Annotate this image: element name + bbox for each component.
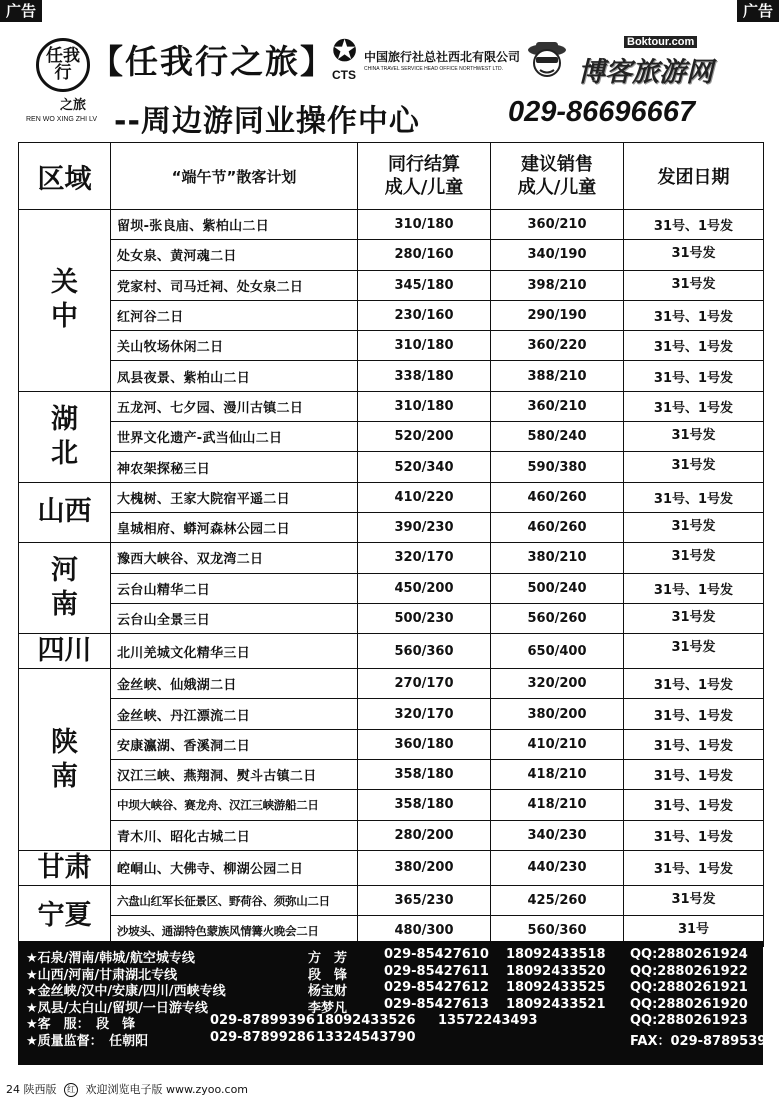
route-cell: 留坝-张良庙、紫柏山二日 (111, 210, 358, 240)
departure-date-cell: 31号发 (624, 452, 764, 482)
contact-name: 李梦凡 (308, 1000, 348, 1016)
route-cell: 青木川、昭化古城二日 (111, 820, 358, 850)
region-char: 北 (51, 437, 78, 469)
contact-phone: 029-85427613 (384, 996, 489, 1012)
header-peer-line1: 同行结算 (388, 154, 460, 175)
seal-icon: 红 (64, 1083, 78, 1097)
retail-price-cell: 360/220 (491, 331, 624, 361)
contact-qq: QQ:2880261920 (630, 996, 748, 1012)
route-cell: 崆峒山、大佛寺、柳湖公园二日 (111, 850, 358, 885)
site-link[interactable]: www.zyoo.com (166, 1083, 249, 1096)
peer-price-cell: 310/180 (358, 331, 491, 361)
route-cell: 关山牧场休闲二日 (111, 331, 358, 361)
region-char: 宁夏 (37, 899, 92, 931)
table-row (19, 573, 764, 603)
peer-price-cell: 345/180 (358, 270, 491, 300)
region-char: 南 (51, 760, 78, 792)
peer-price-cell: 560/360 (358, 634, 491, 669)
region-char: 中 (51, 301, 78, 333)
table-row (19, 850, 764, 885)
table-row (19, 699, 764, 729)
departure-date-cell: 31号发 (624, 512, 764, 542)
hotline-number: 029-86696667 (508, 96, 696, 128)
brand-name: 【任我行之旅】 (90, 42, 335, 81)
retail-price-cell: 380/200 (491, 699, 624, 729)
retail-price-cell: 388/210 (491, 361, 624, 391)
peer-price-cell: 310/180 (358, 210, 491, 240)
contact-phone: 029-85427612 (384, 980, 489, 995)
route-cell: 汉江三峡、燕翔洞、熨斗古镇二日 (111, 760, 358, 790)
contact-line (26, 997, 755, 1014)
route-cell: 中坝大峡谷、赛龙舟、汉江三峡游船二日 (111, 790, 358, 820)
region-cell (19, 482, 111, 543)
region-cell (19, 669, 111, 851)
header-region: 区域 (19, 143, 111, 210)
header-banner (18, 28, 763, 140)
route-cell: 红河谷二日 (111, 300, 358, 330)
region-char: 山西 (37, 496, 92, 528)
region-char: 河 (51, 555, 78, 587)
region-cell (19, 543, 111, 634)
contact-phone: 029-85427610 (384, 947, 489, 962)
retail-price-cell: 360/210 (491, 391, 624, 421)
blog-name: 博客旅游网 (578, 57, 713, 88)
service-mobile: 18092433526 (316, 1013, 416, 1028)
table-row (19, 512, 764, 542)
page-number: 24 (6, 1083, 20, 1096)
route-cell: 五龙河、七夕园、漫川古镇二日 (111, 391, 358, 421)
table-row (19, 603, 764, 633)
route-cell: 云台山全景三日 (111, 603, 358, 633)
region-char: 南 (51, 589, 78, 621)
tagline: --周边游同业操作中心 (114, 104, 420, 139)
table-row (19, 669, 764, 699)
departure-date-cell: 31号、1号发 (624, 210, 764, 240)
table-row (19, 543, 764, 573)
header-retail-price (491, 143, 624, 210)
departure-date-cell: 31号发 (624, 885, 764, 915)
route-cell: 安康瀛湖、香溪洞二日 (111, 729, 358, 759)
ad-label-right: 广告 (737, 0, 779, 22)
retail-price-cell: 460/260 (491, 512, 624, 542)
quality-supervision-line (26, 1029, 776, 1049)
route-cell: 金丝峡、丹江漂流二日 (111, 699, 358, 729)
contact-label: ★山西/河南/甘肃湖北专线 (26, 967, 178, 983)
peer-price-cell: 520/340 (358, 452, 491, 482)
departure-date-cell: 31号、1号发 (624, 729, 764, 759)
departure-date-cell: 31号、1号发 (624, 391, 764, 421)
peer-price-cell: 320/170 (358, 699, 491, 729)
peer-price-cell: 358/180 (358, 760, 491, 790)
departure-date-cell: 31号发 (624, 240, 764, 270)
table-row (19, 820, 764, 850)
retail-price-cell: 440/230 (491, 850, 624, 885)
route-cell: 世界文化遗产-武当仙山二日 (111, 422, 358, 452)
page-footer (0, 1080, 779, 1100)
service-mobile-2: 13572243493 (438, 1013, 538, 1028)
region-cell (19, 850, 111, 885)
cts-name-en: CHINA TRAVEL SERVICE HEAD OFFICE NORTHWEST LTD. (364, 66, 504, 72)
supervision-mobile: 13324543790 (316, 1029, 416, 1045)
retail-price-cell: 590/380 (491, 452, 624, 482)
retail-price-cell: 418/210 (491, 790, 624, 820)
retail-price-cell: 360/210 (491, 210, 624, 240)
peer-price-cell: 380/200 (358, 850, 491, 885)
table-row (19, 760, 764, 790)
region-char: 关 (51, 267, 78, 299)
region-cell (19, 634, 111, 669)
region-cell (19, 210, 111, 392)
departure-date-cell: 31号、1号发 (624, 361, 764, 391)
departure-date-cell: 31号、1号发 (624, 760, 764, 790)
table-row (19, 885, 764, 915)
retail-price-cell: 340/230 (491, 820, 624, 850)
supervision-fax: FAX：029-87895391 (630, 1033, 776, 1049)
retail-price-cell: 560/260 (491, 603, 624, 633)
departure-date-cell: 31号发 (624, 422, 764, 452)
retail-price-cell: 560/360 (491, 916, 624, 946)
header-departure-date: 发团日期 (624, 143, 764, 210)
table-row (19, 240, 764, 270)
cts-abbr: CTS (332, 68, 356, 82)
brand-seal-en: REN WO XING ZHI LV (26, 116, 98, 123)
departure-date-cell: 31号、1号发 (624, 300, 764, 330)
table-row (19, 729, 764, 759)
retail-price-cell: 500/240 (491, 573, 624, 603)
retail-price-cell: 425/260 (491, 885, 624, 915)
retail-price-cell: 410/210 (491, 729, 624, 759)
contact-label: ★石泉/渭南/韩城/航空城专线 (26, 951, 195, 966)
star-icon: ✪ (332, 34, 358, 69)
region-cell (19, 391, 111, 482)
route-cell: 金丝峡、仙娥湖二日 (111, 669, 358, 699)
cts-name: 中国旅行社总社西北有限公司 (364, 50, 521, 64)
peer-price-cell: 320/170 (358, 543, 491, 573)
contact-line (26, 947, 755, 964)
contact-line (26, 980, 755, 997)
departure-date-cell: 31号、1号发 (624, 820, 764, 850)
contact-qq: QQ:2880261924 (630, 947, 748, 962)
supervision-label: ★质量监督： 任朝阳 (26, 1033, 149, 1049)
brand-seal-circle: 任我行 (36, 38, 90, 92)
edition-label: 陕西版 (23, 1083, 57, 1096)
departure-date-cell: 31号 (624, 916, 764, 946)
peer-price-cell: 280/200 (358, 820, 491, 850)
retail-price-cell: 340/190 (491, 240, 624, 270)
route-cell: 凤县夜景、紫柏山二日 (111, 361, 358, 391)
blog-domain: Boktour.com (624, 36, 697, 48)
route-cell: 皇城相府、蟒河森林公园二日 (111, 512, 358, 542)
peer-price-cell: 358/180 (358, 790, 491, 820)
retail-price-cell: 650/400 (491, 634, 624, 669)
route-cell: 沙坡头、通湖特色蒙族风情篝火晚会二日 (111, 916, 358, 946)
retail-price-cell: 460/260 (491, 482, 624, 512)
departure-date-cell: 31号、1号发 (624, 850, 764, 885)
table-row (19, 422, 764, 452)
retail-price-cell: 290/190 (491, 300, 624, 330)
departure-date-cell: 31号、1号发 (624, 669, 764, 699)
blog-logo (520, 32, 750, 90)
cts-logo (330, 36, 520, 86)
peer-price-cell: 500/230 (358, 603, 491, 633)
peer-price-cell: 520/200 (358, 422, 491, 452)
peer-price-cell: 270/170 (358, 669, 491, 699)
table-row (19, 331, 764, 361)
contact-name: 段 锋 (308, 967, 348, 983)
peer-price-cell: 280/160 (358, 240, 491, 270)
region-char: 甘肃 (37, 851, 92, 883)
mascot-icon (526, 38, 568, 80)
peer-price-cell: 230/160 (358, 300, 491, 330)
region-char: 湖 (51, 403, 78, 435)
contact-panel (18, 941, 776, 1065)
brand-seal-sub: 之旅 (60, 98, 87, 113)
route-cell: 六盘山红军长征景区、野荷谷、须弥山二日 (111, 885, 358, 915)
retail-price-cell: 320/200 (491, 669, 624, 699)
service-label: ★客 服： 段 锋 (26, 1017, 136, 1032)
peer-price-cell: 338/180 (358, 361, 491, 391)
table-row (19, 361, 764, 391)
departure-date-cell: 31号、1号发 (624, 331, 764, 361)
header-plan: “端午节”散客计划 (111, 143, 358, 210)
contact-mobile: 18092433521 (506, 996, 606, 1012)
route-cell: 神农架探秘三日 (111, 452, 358, 482)
retail-price-cell: 418/210 (491, 760, 624, 790)
customer-service-line (26, 1013, 755, 1030)
table-row (19, 452, 764, 482)
route-cell: 北川羌城文化精华三日 (111, 634, 358, 669)
departure-date-cell: 31号发 (624, 543, 764, 573)
table-row (19, 634, 764, 669)
peer-price-cell: 450/200 (358, 573, 491, 603)
contact-line (26, 964, 755, 981)
header-peer-line2: 成人/儿童 (384, 177, 464, 198)
peer-price-cell: 365/230 (358, 885, 491, 915)
contact-mobile: 18092433520 (506, 963, 606, 979)
header-retail-line1: 建议销售 (521, 154, 593, 175)
table-row (19, 482, 764, 512)
schedule-body (19, 210, 764, 947)
departure-date-cell: 31号、1号发 (624, 482, 764, 512)
table-row (19, 391, 764, 421)
departure-date-cell: 31号发 (624, 634, 764, 669)
departure-date-cell: 31号、1号发 (624, 573, 764, 603)
header-retail-line2: 成人/儿童 (517, 177, 597, 198)
retail-price-cell: 580/240 (491, 422, 624, 452)
header-peer-price (358, 143, 491, 210)
supervision-phone: 029-87899286 (210, 1029, 315, 1045)
route-cell: 党家村、司马迁祠、处女泉二日 (111, 270, 358, 300)
ad-label-left: 广告 (0, 0, 42, 22)
region-char: 陕 (51, 726, 78, 758)
table-row (19, 270, 764, 300)
peer-price-cell: 410/220 (358, 482, 491, 512)
retail-price-cell: 398/210 (491, 270, 624, 300)
table-header-row (19, 143, 764, 210)
contact-qq: QQ:2880261922 (630, 963, 748, 979)
retail-price-cell: 380/210 (491, 543, 624, 573)
contact-label: ★凤县/太白山/留坝/一日游专线 (26, 1000, 208, 1016)
service-qq: QQ:2880261923 (630, 1013, 748, 1028)
route-cell: 豫西大峡谷、双龙湾二日 (111, 543, 358, 573)
table-row (19, 210, 764, 240)
contact-mobile: 18092433518 (506, 947, 606, 962)
peer-price-cell: 390/230 (358, 512, 491, 542)
route-cell: 处女泉、黄河魂二日 (111, 240, 358, 270)
contact-name: 方 芳 (308, 951, 348, 966)
departure-date-cell: 31号发 (624, 270, 764, 300)
peer-price-cell: 360/180 (358, 729, 491, 759)
departure-date-cell: 31号、1号发 (624, 790, 764, 820)
peer-price-cell: 310/180 (358, 391, 491, 421)
welcome-text: 欢迎浏览电子版 (85, 1083, 163, 1096)
route-cell: 云台山精华二日 (111, 573, 358, 603)
contact-phone: 029-85427611 (384, 963, 489, 979)
region-char: 四川 (37, 635, 92, 667)
route-cell: 大槐树、王家大院宿平遥二日 (111, 482, 358, 512)
tour-schedule-table (18, 142, 764, 947)
contact-label: ★金丝峡/汉中/安康/四川/西峡专线 (26, 984, 226, 999)
table-row (19, 300, 764, 330)
peer-price-cell: 480/300 (358, 916, 491, 946)
departure-date-cell: 31号发 (624, 603, 764, 633)
contact-qq: QQ:2880261921 (630, 980, 748, 995)
departure-date-cell: 31号、1号发 (624, 699, 764, 729)
region-cell (19, 885, 111, 946)
service-phone: 029-87899396 (210, 1013, 315, 1028)
table-row (19, 790, 764, 820)
contact-name: 杨宝财 (308, 984, 348, 999)
contact-mobile: 18092433525 (506, 980, 606, 995)
